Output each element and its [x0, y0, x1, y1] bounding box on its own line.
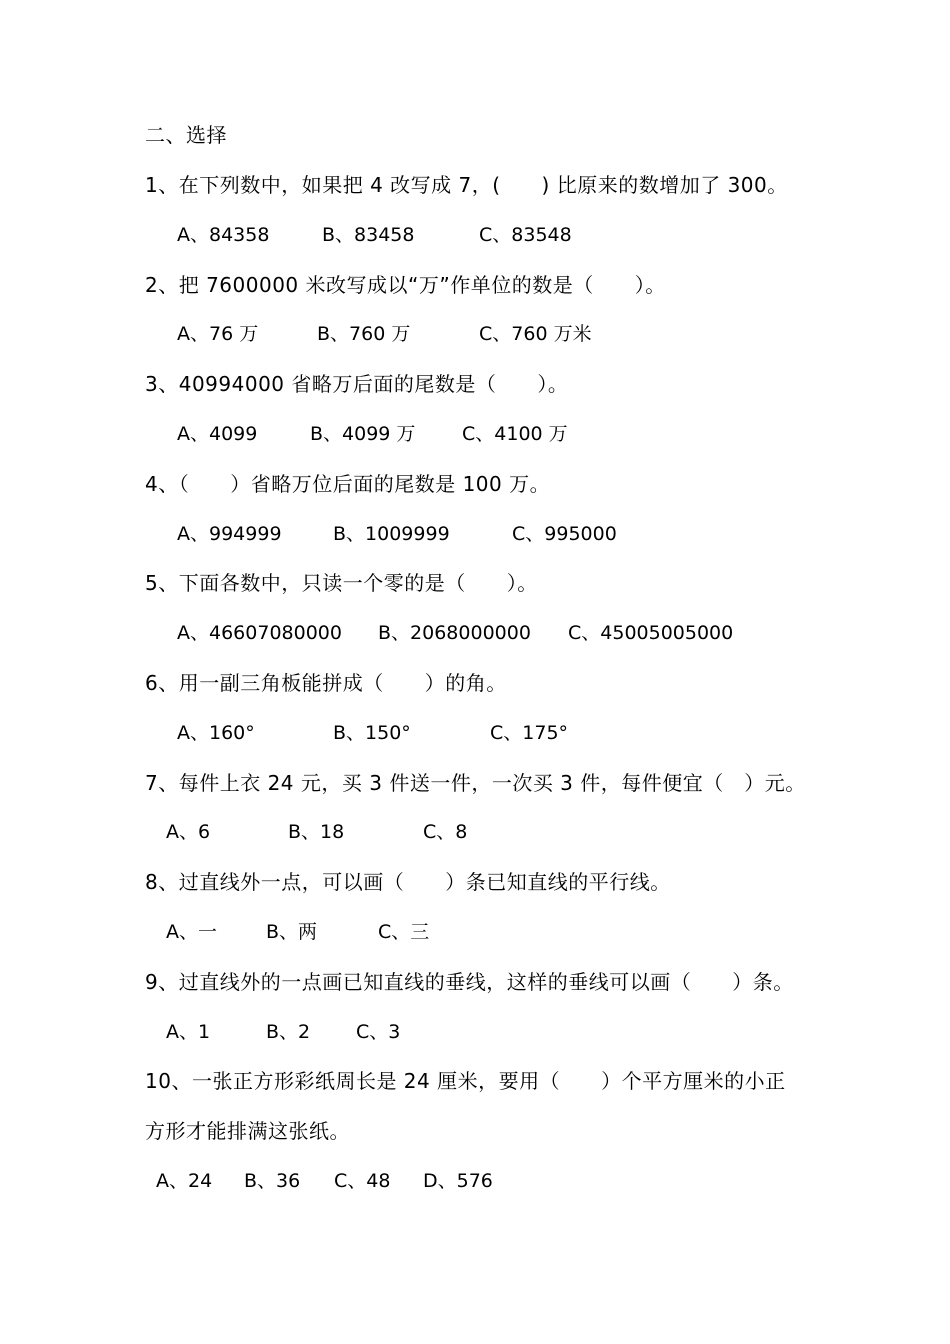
question-7-option-b: B、18	[288, 821, 345, 843]
question-10-continuation: 方形才能排满这张纸。	[145, 1119, 350, 1143]
question-5-option-b: B、2068000000	[378, 622, 531, 644]
question-10-option-b: B、36	[244, 1170, 301, 1192]
question-2-option-c: C、760 万米	[479, 323, 592, 345]
question-8-option-a: A、一	[166, 921, 217, 943]
question-8-option-c: C、三	[378, 921, 430, 943]
question-10-option-c: C、48	[334, 1170, 391, 1192]
question-1-option-b: B、83458	[322, 224, 415, 246]
question-5-option-a: A、46607080000	[177, 622, 342, 644]
question-4-option-b: B、1009999	[333, 523, 450, 545]
question-8: 8、过直线外一点，可以画（ ）条已知直线的平行线。	[145, 870, 671, 894]
question-1-option-c: C、83548	[479, 224, 572, 246]
question-2-option-b: B、760 万	[317, 323, 411, 345]
question-3-option-a: A、4099	[177, 423, 258, 445]
question-10-option-d: D、576	[423, 1170, 493, 1192]
question-6: 6、用一副三角板能拼成（ ）的角。	[145, 671, 507, 695]
question-4: 4、（ ）省略万位后面的尾数是 100 万。	[145, 472, 551, 496]
question-5-option-c: C、45005005000	[568, 622, 734, 644]
question-10-option-a: A、24	[156, 1170, 213, 1192]
question-7: 7、每件上衣 24 元，买 3 件送一件，一次买 3 件，每件便宜（ ）元。	[145, 771, 806, 795]
question-1: 1、在下列数中，如果把 4 改写成 7，( ) 比原来的数增加了 300。	[145, 173, 788, 197]
question-3: 3、40994000 省略万后面的尾数是（ ）。	[145, 372, 569, 396]
question-8-option-b: B、两	[266, 921, 318, 943]
question-7-option-c: C、8	[423, 821, 468, 843]
question-7-option-a: A、6	[166, 821, 211, 843]
question-6-option-b: B、150°	[333, 722, 411, 744]
question-2-option-a: A、76 万	[177, 323, 259, 345]
question-2: 2、把 7600000 米改写成以“万”作单位的数是（ ）。	[145, 273, 666, 297]
question-3-option-b: B、4099 万	[310, 423, 416, 445]
question-1-option-a: A、84358	[177, 224, 270, 246]
question-9: 9、过直线外的一点画已知直线的垂线，这样的垂线可以画（ ）条。	[145, 970, 794, 994]
question-4-option-c: C、995000	[512, 523, 617, 545]
question-6-option-a: A、160°	[177, 722, 255, 744]
question-6-option-c: C、175°	[490, 722, 569, 744]
question-9-option-c: C、3	[356, 1021, 401, 1043]
question-10: 10、一张正方形彩纸周长是 24 厘米，要用（ ）个平方厘米的小正	[145, 1069, 786, 1093]
question-9-option-a: A、1	[166, 1021, 211, 1043]
question-3-option-c: C、4100 万	[462, 423, 568, 445]
question-5: 5、下面各数中，只读一个零的是（ ）。	[145, 571, 538, 595]
question-4-option-a: A、994999	[177, 523, 282, 545]
question-9-option-b: B、2	[266, 1021, 311, 1043]
section-title: 二、选择	[145, 123, 227, 147]
